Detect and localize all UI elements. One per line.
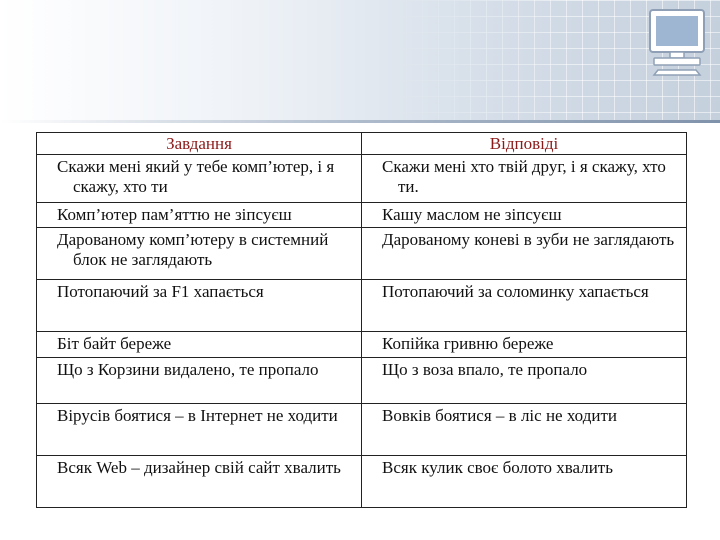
table-row bbox=[37, 358, 687, 404]
answer-cell bbox=[362, 358, 687, 404]
table-row bbox=[37, 404, 687, 456]
computer-icon bbox=[640, 6, 712, 76]
task-cell bbox=[37, 155, 362, 203]
table-row bbox=[37, 155, 687, 203]
task-text: Скажи мені який у тебе комп’ютер, і я скажу, хто ти bbox=[57, 157, 335, 196]
table-row bbox=[37, 280, 687, 332]
header-tasks: Завдання bbox=[37, 133, 362, 155]
table-row bbox=[37, 228, 687, 280]
task-text: Що з Корзини видалено, те пропало bbox=[57, 360, 319, 379]
table-header-row bbox=[37, 133, 687, 155]
task-cell bbox=[37, 228, 362, 280]
task-cell bbox=[37, 203, 362, 228]
answer-cell bbox=[362, 332, 687, 358]
answer-cell bbox=[362, 456, 687, 508]
task-cell bbox=[37, 456, 362, 508]
task-cell bbox=[37, 332, 362, 358]
task-text: Потопаючий за F1 хапається bbox=[57, 282, 264, 301]
proverbs-table bbox=[36, 132, 687, 508]
task-text: Комп’ютер пам’яттю не зіпсуєш bbox=[57, 205, 292, 224]
answer-text: Скажи мені хто твій друг, і я скажу, хто ти. bbox=[382, 157, 666, 196]
answer-cell bbox=[362, 203, 687, 228]
answer-cell bbox=[362, 155, 687, 203]
answer-text: Що з воза впало, те пропало bbox=[382, 360, 588, 379]
task-text: Вірусів боятися – в Інтернет не ходити bbox=[57, 406, 338, 425]
answer-text: Вовків боятися – в ліс не ходити bbox=[382, 406, 617, 425]
answer-text: Кашу маслом не зіпсуєш bbox=[382, 205, 562, 224]
table-row bbox=[37, 203, 687, 228]
task-cell bbox=[37, 280, 362, 332]
answer-cell bbox=[362, 228, 687, 280]
answer-cell bbox=[362, 404, 687, 456]
header-answers: Відповіді bbox=[362, 133, 687, 155]
answer-text: Всяк кулик своє болото хвалить bbox=[382, 458, 613, 477]
banner-separator bbox=[0, 120, 720, 123]
task-text: Дарованому комп’ютеру в системний блок не заглядають bbox=[57, 230, 329, 269]
task-text: Всяк Web – дизайнер свій сайт хвалить bbox=[57, 458, 341, 477]
answer-text: Копійка гривню береже bbox=[382, 334, 554, 353]
answer-text: Потопаючий за соломинку хапається bbox=[382, 282, 649, 301]
task-text: Біт байт береже bbox=[57, 334, 172, 353]
table-row bbox=[37, 456, 687, 508]
answer-cell bbox=[362, 280, 687, 332]
header-banner bbox=[0, 0, 720, 122]
answer-text: Дарованому коневі в зуби не заглядають bbox=[382, 230, 675, 249]
task-cell bbox=[37, 358, 362, 404]
table-row bbox=[37, 332, 687, 358]
task-cell bbox=[37, 404, 362, 456]
